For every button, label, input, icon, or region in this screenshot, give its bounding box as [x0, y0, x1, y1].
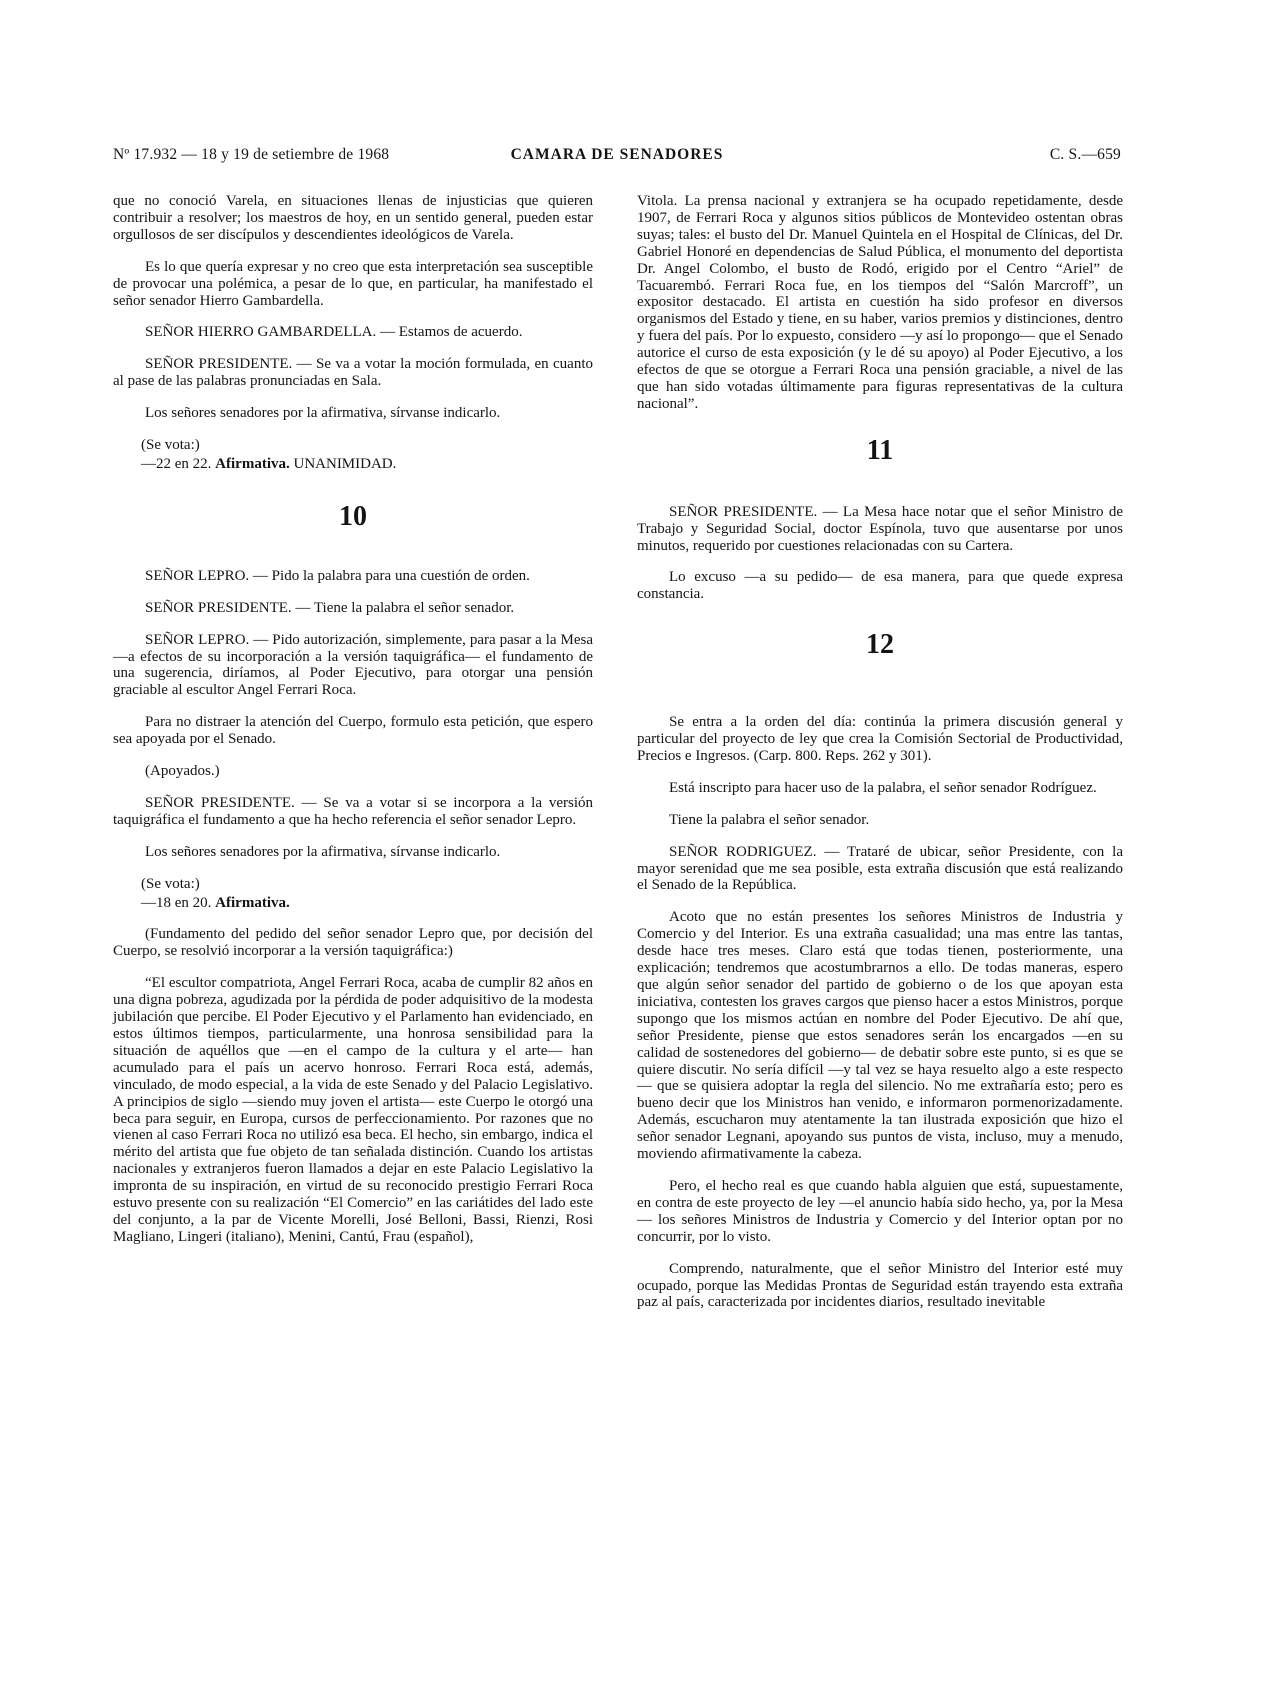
paragraph: (Apoyados.) — [145, 763, 220, 780]
vote-result — [113, 895, 593, 912]
page-number: C. S.—659 — [1049, 146, 1121, 163]
section-number-11: 11 — [866, 434, 894, 466]
paragraph: Vitola. La prensa nacional y extranjera se ha ocupado repetidamente, desde 1907, de Ferrari Roca y algunos sitios públicos de Montevideo ostentan obras suyas; tales: el busto del Dr. Manuel Quintela en el Hospital de Clínicas, del Dr. Gabriel Honoré en dependencias de Salud Pública, el monumento del deportista Dr. Angel Colombo, el busto de Rodó, erigido por el Centro “Ariel” de Tacuarembó. Ferrari Roca fue, en los tiempos del “Salón Marcroff”, un expositor destacado. El artista en cuestión ha sido profesor en diversos organismos del Estado y tiene, en su haber, varios premios y distinciones, dentro y fuera del país. Por lo expuesto, considero —y así lo propongo— que el Senado autorice el curso de esta exposición (y le dé su apoyo) al Poder Ejecutivo, a los efectos de que se otorgue a Ferrari Roca una pensión graciable, a nivel de las que han sido votadas últimamente para figuras representativas de la cultura nacional”. — [637, 193, 1123, 412]
paragraph: Lo excuso —a su pedido— de esa manera, para que quede expresa constancia. — [637, 569, 1123, 603]
page-header — [113, 146, 1121, 170]
paragraph: Los señores senadores por la afirmativa, sírvanse indicarlo. — [145, 405, 501, 422]
section-number-10: 10 — [339, 500, 367, 532]
issue-date: Nº 17.932 — 18 y 19 de setiembre de 1968 — [113, 146, 390, 163]
vote-outcome: Afirmativa. — [215, 894, 290, 911]
paragraph: Está inscripto para hacer uso de la palabra, el señor senador Rodríguez. — [669, 779, 1097, 796]
vote-count: —22 en 22. — [141, 455, 212, 472]
paragraph: SEÑOR PRESIDENTE. — Se va a votar la moción formulada, en cuanto al pase de las palabras pronunciadas en Sala. — [113, 356, 593, 390]
paragraph: Tiene la palabra el señor senador. — [669, 811, 870, 828]
paragraph: Pero, el hecho real es que cuando habla alguien que está, supuestamente, en contra de este proyecto de ley —el anuncio había sido hecho, ya, por la Mesa— los señores Ministros de Industria y Comercio y del Interior optan por no concurrir, por lo visto. — [637, 1177, 1123, 1245]
paragraph: SEÑOR LEPRO. — Pido autorización, simplemente, para pasar a la Mesa —a efectos de su incorporación a la versión taquigráfica— el fundamento de una sugerencia, diríamos, al Poder Ejecutivo, para otorgar una pensión graciable al escultor Angel Ferrari Roca. — [113, 631, 593, 699]
vote-call: (Se vota:) — [141, 437, 200, 454]
right-column — [637, 193, 1123, 1326]
paragraph: Es lo que quería expresar y no creo que esta interpretación sea susceptible de provocar una polémica, a pesar de lo que, en particular, ha manifestado el señor senador Hierro Gambardella. — [113, 258, 593, 309]
paragraph: (Fundamento del pedido del señor senador Lepro que, por decisión del Cuerpo, se resolvió incorporar a la versión taquigráfica:) — [113, 926, 593, 960]
paragraph: SEÑOR PRESIDENTE. — Tiene la palabra el señor senador. — [145, 599, 515, 616]
vote-count: —18 en 20. — [141, 894, 212, 911]
vote-note: UNANIMIDAD. — [293, 455, 397, 472]
left-column — [113, 193, 593, 1261]
chamber-title: CAMARA DE SENADORES — [510, 146, 724, 163]
section-number-12: 12 — [866, 629, 894, 661]
paragraph: SEÑOR PRESIDENTE. — Se va a votar si se incorpora a la versión taquigráfica el fundamento a que ha hecho referencia el señor senador Lepro. — [113, 794, 593, 828]
paragraph: Se entra a la orden del día: continúa la primera discusión general y particular del proyecto de ley que crea la Comisión Sectorial de Productividad, Precios e Ingresos. (Carp. 800. Reps. 262 y 301). — [637, 714, 1123, 764]
paragraph: SEÑOR LEPRO. — Pido la palabra para una cuestión de orden. — [145, 567, 530, 584]
paragraph: Para no distraer la atención del Cuerpo, formulo esta petición, que espero sea apoyada por el Senado. — [113, 714, 593, 748]
paragraph: SEÑOR HIERRO GAMBARDELLA. — Estamos de acuerdo. — [145, 324, 523, 341]
paragraph: que no conoció Varela, en situaciones llenas de injusticias que quieren contribuir a resolver; los maestros de hoy, en un sentido general, pueden estar orgullosos de ser discípulos y descendientes ideológicos de Varela. — [113, 193, 593, 243]
paragraph: Comprendo, naturalmente, que el señor Ministro del Interior esté muy ocupado, porque las Medidas Prontas de Seguridad están trayendo esta extraña paz al país, caracterizada por incidentes diarios, resultado inevitable — [637, 1260, 1123, 1311]
vote-outcome: Afirmativa. — [215, 455, 290, 472]
vote-result — [113, 456, 593, 473]
paragraph: Los señores senadores por la afirmativa, sírvanse indicarlo. — [145, 843, 501, 860]
paragraph: Acoto que no están presentes los señores Ministros de Industria y Comercio y del Interior. Es una extraña casualidad; una mas entre las tantas, desde hace tres meses. Claro está que todas tienen, posteriormente, una explicación; tendremos que acostumbrarnos a ello. De todas maneras, espero que algún señor senador del partido de gobierno o de los que apoyan esta iniciativa, contesten los graves cargos que pienso hacer a estos Ministros, porque supongo que los mismos actúan en nombre del Poder Ejecutivo. De ahí que, señor Presidente, piense que estos senadores serán los encargados —en su calidad de sostenedores del gobierno— de debatir sobre este punto, si es que se quiere discutir. No sería difícil —y tal vez se haya resuelto algo a este respecto— que se quisiera adoptar la regla del silencio. No me extrañaría esto; pero es bueno decir que los Ministros han venido, e informaron pormenorizadamente. Además, escucharon muy atentamente la tan ilustrada exposición que hizo el señor senador Legnani, apoyando sus puntos de vista, incluso, muy a menudo, moviendo afirmativamente la cabeza. — [637, 909, 1123, 1163]
paragraph: SEÑOR PRESIDENTE. — La Mesa hace notar que el señor Ministro de Trabajo y Seguridad Social, doctor Espínola, tuvo que ausentarse por unos minutos, requerido por cuestiones relacionadas con su Cartera. — [637, 503, 1123, 554]
quoted-foundation: “El escultor compatriota, Angel Ferrari Roca, acaba de cumplir 82 años en una digna pobreza, agudizada por la pérdida de poder adquisitivo de la modesta jubilación que percibe. El Poder Ejecutivo y el Parlamento han evidenciado, en estos últimos tiempos, particularmente, una honrosa sensibilidad para la situación de aquéllos que —en el campo de la cultura y el arte— han acumulado para el país un acervo honroso. Ferrari Roca está, además, vinculado, de modo especial, a la vida de este Senado y del Palacio Legislativo. A principios de siglo —siendo muy joven el artista— este Cuerpo le otorgó una beca para seguir, en Europa, cursos de perfeccionamiento. Por razones que no vienen al caso Ferrari Roca no utilizó esa beca. El hecho, sin embargo, indica el mérito del artista que fue objeto de tan señalada distinción. Cuando los artistas nacionales y extranjeros fueron llamados a dejar en este Palacio Legislativo la impronta de su inspiración, en virtud de su reconocido prestigio Ferrari Roca estuvo presente con su realización “El Comercio” en las cariátides del lado este del conjunto, a la par de Vicente Morelli, José Belloni, Bassi, Rienzi, Rosi Magliano, Lingeri (italiano), Menini, Cantú, Frau (español), — [113, 975, 593, 1245]
paragraph: SEÑOR RODRIGUEZ. — Trataré de ubicar, señor Presidente, con la mayor serenidad que me sea posible, esta extraña discusión que está realizando el Senado de la República. — [637, 843, 1123, 894]
vote-call: (Se vota:) — [141, 875, 200, 892]
